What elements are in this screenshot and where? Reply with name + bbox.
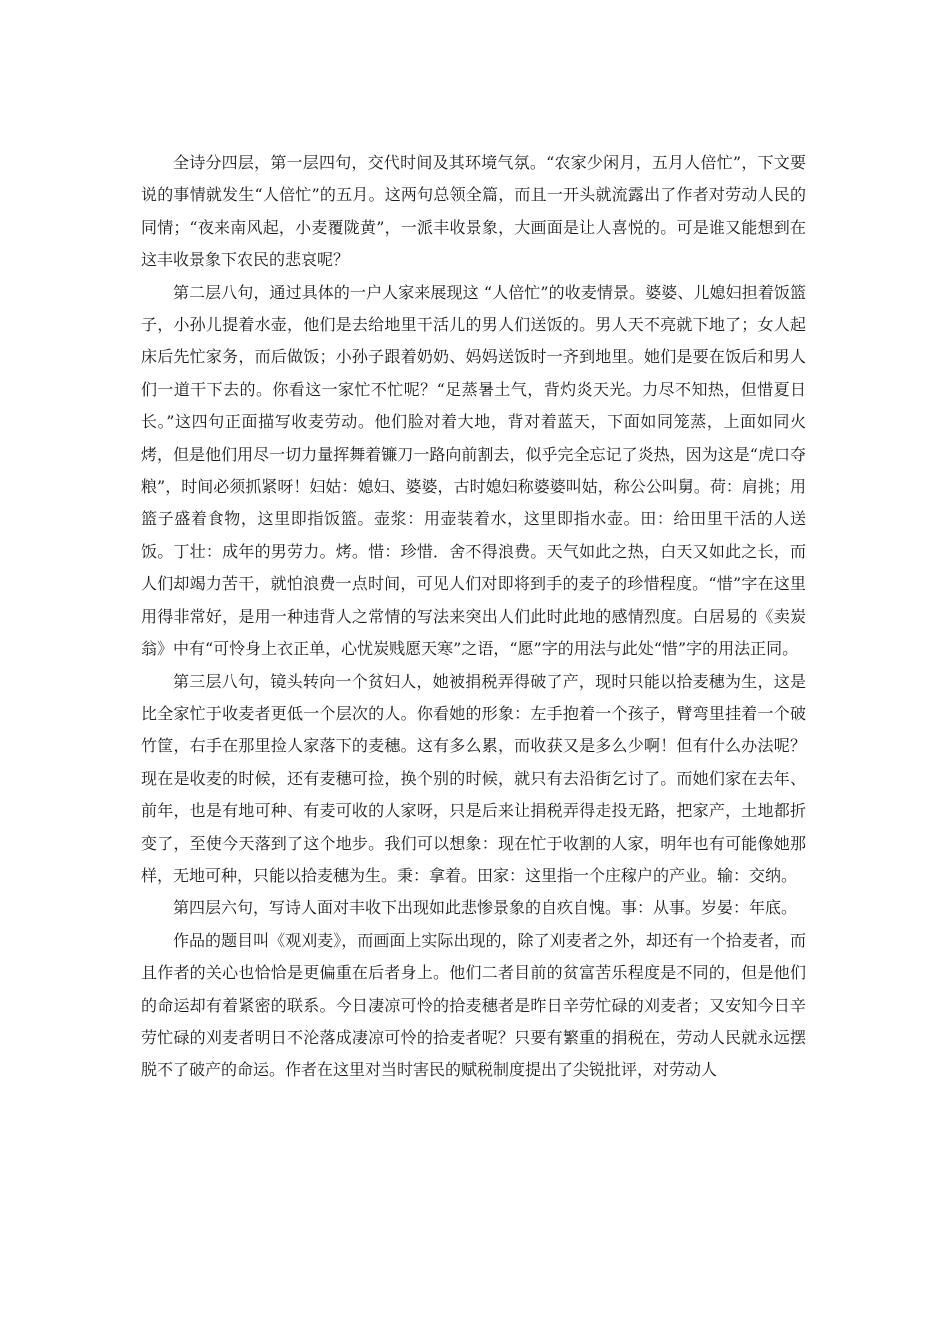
document-body bbox=[141, 147, 806, 1087]
paragraph-layer-one: 全诗分四层，第一层四句，交代时间及其环境气氛。“农家少闲月，五月人倍忙”，下文要说的事情就发生“人倍忙”的五月。这两句总领全篇，而且一开头就流露出了作者对劳动人民的同情；“夜来南风起，小麦覆陇黄”，一派丰收景象，大画面是让人喜悦的。可是谁又能想到在这丰收景象下农民的悲哀呢？ bbox=[141, 153, 806, 270]
paragraph-layer-three: 第三层八句，镜头转向一个贫妇人，她被捐税弄得破了产，现时只能以拾麦穗为生，这是比全家忙于收麦者更低一个层次的人。你看她的形象：左手抱着一个孩子，臂弯里挂着一个破竹筐，右手在那里捡人家落下的麦穗。这有多么累，而收获又是多么少啊！但有什么办法呢？现在是收麦的时候，还有麦穗可捡，换个别的时候，就只有去沿街乞讨了。而她们家在去年、前年，也是有地可种、有麦可收的人家呀，只是后来让捐税弄得走投无路，把家产，土地都折变了，至使今天落到了这个地步。我们可以想象：现在忙于收割的人家，明年也有可能像她那样，无地可种，只能以拾麦穗为生。秉：拿着。田家：这里指一个庄稼户的产业。输：交纳。 bbox=[141, 671, 806, 885]
paragraph-layer-two: 第二层八句，通过具体的一户人家来展现这 “人倍忙”的收麦情景。婆婆、儿媳妇担着饭篮子，小孙儿提着水壶，他们是去给地里干活儿的男人们送饭的。男人天不亮就下地了；女人起床后先忙家务，而后做饭；小孙子跟着奶奶、妈妈送饭时一齐到地里。她们是要在饭后和男人们一道干下去的。你看这一家忙不忙呢？“足蒸暑土气，背灼炎天光。力尽不知热，但惜夏日长。”这四句正面描写收麦劳动。他们脸对着大地，背对着蓝天，下面如同笼蒸，上面如同火烤，但是他们用尽一切力量挥舞着镰刀一路向前割去，似乎完全忘记了炎热，因为这是“虎口夺粮”，时间必须抓紧呀！妇姑：媳妇、婆婆，古时媳妇称婆婆叫姑，称公公叫舅。荷：肩挑；用篮子盛着食物，这里即指饭篮。壶浆：用壶装着水，这里即指水壶。田：给田里干活的人送饭。丁壮：成年的男劳力。烤。惜：珍惜．舍不得浪费。天气如此之热，白天又如此之长，而人们却竭力苦干，就怕浪费一点时间，可见人们对即将到手的麦子的珍惜程度。“惜”字在这里用得非常好，是用一种违背人之常情的写法来突出人们此时此地的感情烈度。白居易的《卖炭翁》中有“可怜身上衣正单，心忧炭贱愿天寒”之语，“愿”字的用法与此处“惜”字的用法正同。 bbox=[141, 282, 806, 659]
paragraph-layer-four: 第四层六句，写诗人面对丰收下出现如此悲惨景象的自疚自愧。事：从事。岁晏：年底。 bbox=[173, 898, 798, 918]
paragraph-title-analysis: 作品的题目叫《观刈麦》，而画面上实际出现的，除了刈麦者之外，却还有一个拾麦者，而且作者的关心也恰恰是更偏重在后者身上。他们二者目前的贫富苦乐程度是不同的，但是他们的命运却有着紧密的联系。今日凄凉可怜的拾麦穗者是昨日辛劳忙碌的刈麦者；又安知今日辛劳忙碌的刈麦者明日不沦落成凄凉可怜的拾麦者呢？只要有繁重的捐税在，劳动人民就永远摆脱不了破产的命运。作者在这里对当时害民的赋税制度提出了尖锐批评，对劳动人 bbox=[141, 930, 806, 1080]
